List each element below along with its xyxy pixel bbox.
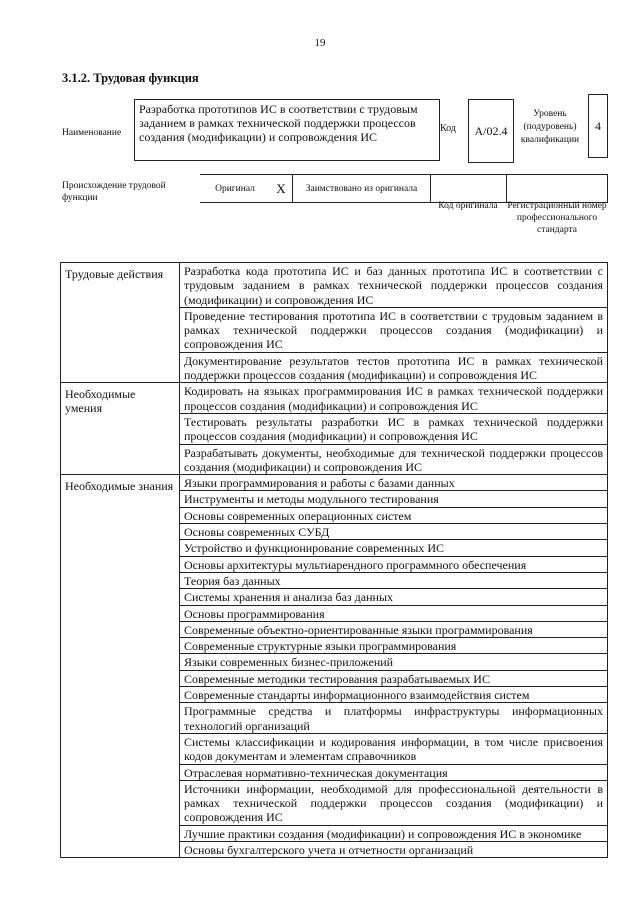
section-actions [61,263,608,383]
section-knowledge [61,475,608,858]
list-item: Языки современных бизнес-приложений [180,654,607,670]
code-label: Код [440,123,456,134]
list-item: Разработка кода прототипа ИС и баз данных прототипа ИС в соответствии с трудовым заданием в рамках технической поддержки процессов создания (модификации) и сопровождения ИС [180,263,607,308]
list-item: Основы современных операционных систем [180,508,607,524]
list-item: Основы современных СУБД [180,524,607,540]
list-item: Современные методики тестирования разрабатываемых ИС [180,671,607,687]
section-label: Трудовые действия [61,263,180,383]
origin-label: Происхождение трудовой функции [62,181,166,203]
section-skills [61,383,608,475]
list-item: Современные структурные языки программирования [180,638,607,654]
section-label: Необходимые знания [61,475,180,858]
list-item: Основы бухгалтерского учета и отчетности организаций [184,842,474,857]
section-items [180,383,608,475]
list-item: Языки программирования и работы с базами данных [180,475,607,491]
code-original-cell [430,175,506,202]
borrowed-label: Заимствовано из оригинала [292,175,430,202]
list-item: Устройство и функционирование современных ИС [180,540,607,556]
list-item: Программные средства и платформы инфраструктуры информационных технологий организаций [180,703,607,734]
list-item: Документирование результатов тестов прототипа ИС в рамках технической поддержки процессов создания (модификации) и сопровождения ИС [184,353,603,383]
list-item: Кодировать на языках программирования ИС в рамках технической поддержки процессов создания (модификации) и сопровождения ИС [180,383,607,414]
function-table [60,262,608,858]
name-value: Разработка прототипов ИС в соответствии с трудовым заданием в рамках технической поддержки процессов создания (модификации) и сопровождения ИС [134,99,440,161]
list-item: Теория баз данных [180,573,607,589]
origin-row [200,174,608,203]
section-items [180,263,608,383]
list-item: Разрабатывать документы, необходимые для технической поддержки процессов создания (модификации) и сопровождения ИС [184,445,603,474]
list-item: Современные стандарты информационного взаимодействия систем [180,687,607,703]
list-item: Лучшие практики создания (модификации) и сопровождения ИС в экономике [180,826,607,842]
list-item: Источники информации, необходимой для профессиональной деятельности в рамках технической поддержки процессов создания (модификации) и сопровождения ИС [180,781,607,826]
reg-number-cell [506,175,608,202]
code-original-label: Код оригинала [438,201,498,211]
section-title: 3.1.2. Трудовая функция [62,71,199,85]
list-item: Тестировать результаты разработки ИС в рамках технической поддержки процессов создания (модификации) и сопровождения ИС [180,414,607,445]
list-item: Основы программирования [180,606,607,622]
name-label: Наименование [62,128,122,138]
list-item: Отраслевая нормативно-техническая документация [180,765,607,781]
level-label: Уровень (подуровень) квалификации [520,109,580,145]
list-item: Системы классификации и кодирования информации, в том числе присвоения кодов документам и элементам справочников [180,734,607,765]
page-number: 19 [314,37,326,49]
list-item: Системы хранения и анализа баз данных [180,589,607,605]
original-mark: Х [276,180,286,196]
list-item: Инструменты и методы модульного тестирования [180,491,607,507]
list-item: Проведение тестирования прототипа ИС в соответствии с трудовым заданием в рамках технической поддержки процессов создания (модификации) и сопровождения ИС [180,308,607,353]
reg-number-label: Регистрационный номер профессионального стандарта [507,201,607,235]
original-label: Оригинал [215,183,255,194]
section-items [180,475,608,858]
list-item: Современные объектно-ориентированные языки программирования [180,622,607,638]
level-value: 4 [588,94,608,158]
section-label: Необходимые умения [61,383,180,475]
code-value: А/02.4 [468,99,514,163]
list-item: Основы архитектуры мультиарендного программного обеспечения [180,557,607,573]
